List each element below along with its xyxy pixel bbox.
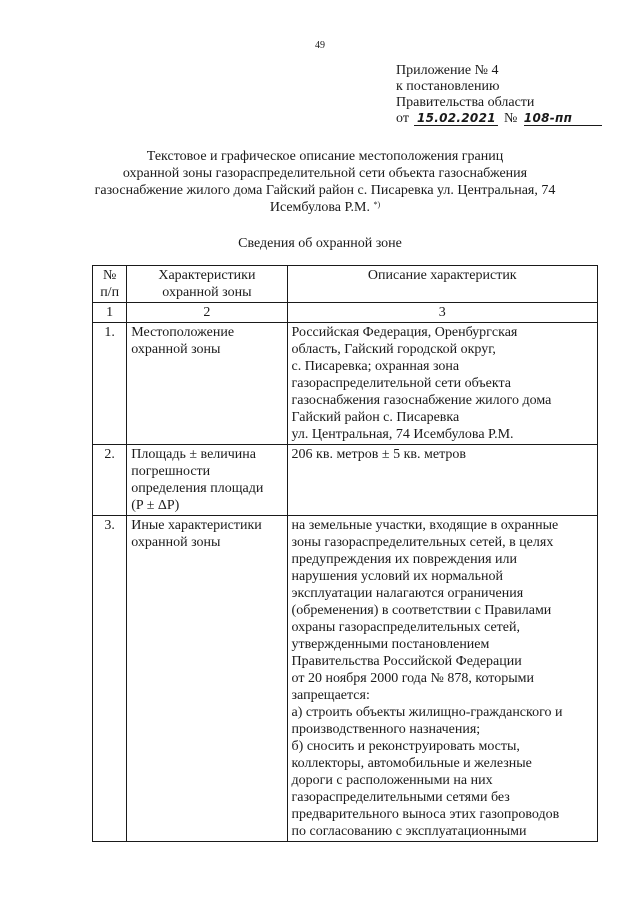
description-line: предварительного выноса этих газопроводов	[291, 807, 560, 822]
description-line: область, Гайский городской округ,	[291, 342, 496, 357]
description-line: Российская Федерация, Оренбургская	[291, 325, 518, 340]
header-characteristic-line: Характеристики	[158, 268, 256, 283]
column-number: 1	[93, 303, 127, 323]
description-line: газоснабжения газоснабжение жилого дома	[291, 393, 552, 408]
title-line: газоснабжение жилого дома Гайский район с. Писаревка ул. Центральная, 74	[94, 183, 556, 198]
row-characteristic	[127, 323, 287, 445]
description-line: б) сносить и реконструировать мосты,	[291, 739, 520, 754]
description-line: по согласованию с эксплуатационными	[291, 824, 527, 839]
header-cell-characteristic	[127, 266, 287, 303]
column-number: 3	[287, 303, 597, 323]
description-line: нарушения условий их нормальной	[291, 569, 503, 584]
description-line: газораспределительными сетями без	[291, 790, 510, 805]
description-line: коллекторы, автомобильные и железные	[291, 756, 532, 771]
header-cell-number	[93, 266, 127, 303]
title-line: охранной зоны газораспределительной сети объекта газоснабжения	[122, 166, 528, 181]
row-number: 3.	[93, 516, 127, 842]
description-line: 206 кв. метров ± 5 кв. метров	[291, 447, 466, 462]
appendix-block	[396, 63, 602, 127]
description-line: зоны газораспределительных сетей, в целях	[291, 535, 554, 550]
table-row	[93, 516, 598, 842]
protection-zone-table	[92, 265, 598, 842]
description-line: на земельные участки, входящие в охранные	[291, 518, 559, 533]
characteristic-line: (P ± ΔP)	[131, 498, 180, 513]
header-number-sign: №	[102, 268, 117, 283]
description-line: производственного назначения;	[291, 722, 481, 737]
title-line-last	[70, 199, 580, 216]
row-characteristic	[127, 516, 287, 842]
section-subtitle: Сведения об охранной зоне	[238, 236, 402, 251]
description-line: с. Писаревка; охранная зона	[291, 359, 460, 374]
characteristic-line: определения площади	[131, 481, 264, 496]
header-number-abbr: п/п	[100, 285, 120, 300]
appendix-date-line	[396, 111, 602, 127]
handwritten-date: 15.02.2021	[414, 112, 498, 126]
description-line: ул. Центральная, 74 Исембулова Р.М.	[291, 427, 514, 442]
row-description	[287, 445, 597, 516]
row-description	[287, 323, 597, 445]
description-line: предупреждения их повреждения или	[291, 552, 518, 567]
appendix-resolution-ref: к постановлению	[396, 79, 500, 94]
description-line: Гайский район с. Писаревка	[291, 410, 460, 425]
description-line: Правительства Российской Федерации	[291, 654, 522, 669]
characteristic-line: охранной зоны	[131, 535, 221, 550]
description-line: от 20 ноября 2000 года № 878, которыми	[291, 671, 534, 686]
date-prefix: от	[396, 111, 409, 126]
characteristic-line: охранной зоны	[131, 342, 221, 357]
row-number: 1.	[93, 323, 127, 445]
table-column-numbers-row	[93, 303, 598, 323]
footnote-mark: *)	[373, 200, 381, 209]
characteristic-line: погрешности	[131, 464, 211, 479]
document-title	[70, 148, 580, 216]
handwritten-number: 108-пп	[524, 112, 602, 126]
title-owner: Исембулова Р.М.	[269, 200, 370, 215]
characteristic-line: Иные характеристики	[131, 518, 262, 533]
description-line: утвержденными постановлением	[291, 637, 490, 652]
description-line: газораспределительной сети объекта	[291, 376, 511, 391]
page-number: 49	[315, 40, 325, 51]
number-prefix: №	[503, 111, 518, 126]
row-description	[287, 516, 597, 842]
appendix-authority: Правительства области	[396, 95, 535, 110]
title-line: Текстовое и графическое описание местоположения границ	[146, 149, 504, 164]
characteristic-line: Площадь ± величина	[131, 447, 257, 462]
header-cell-description: Описание характеристик	[287, 266, 597, 303]
row-characteristic	[127, 445, 287, 516]
table-row	[93, 323, 598, 445]
header-characteristic-line: охранной зоны	[162, 285, 252, 300]
description-line: дороги с расположенными на них	[291, 773, 493, 788]
table-row	[93, 445, 598, 516]
description-line: охраны газораспределительных сетей,	[291, 620, 520, 635]
description-line: а) строить объекты жилищно-гражданского и	[291, 705, 563, 720]
table-header-row	[93, 266, 598, 303]
column-number: 2	[127, 303, 287, 323]
appendix-title: Приложение № 4	[396, 63, 499, 78]
description-line: (обременения) в соответствии с Правилами	[291, 603, 552, 618]
description-line: эксплуатации налагаются ограничения	[291, 586, 524, 601]
description-line: запрещается:	[291, 688, 370, 703]
row-number: 2.	[93, 445, 127, 516]
characteristic-line: Местоположение	[131, 325, 235, 340]
